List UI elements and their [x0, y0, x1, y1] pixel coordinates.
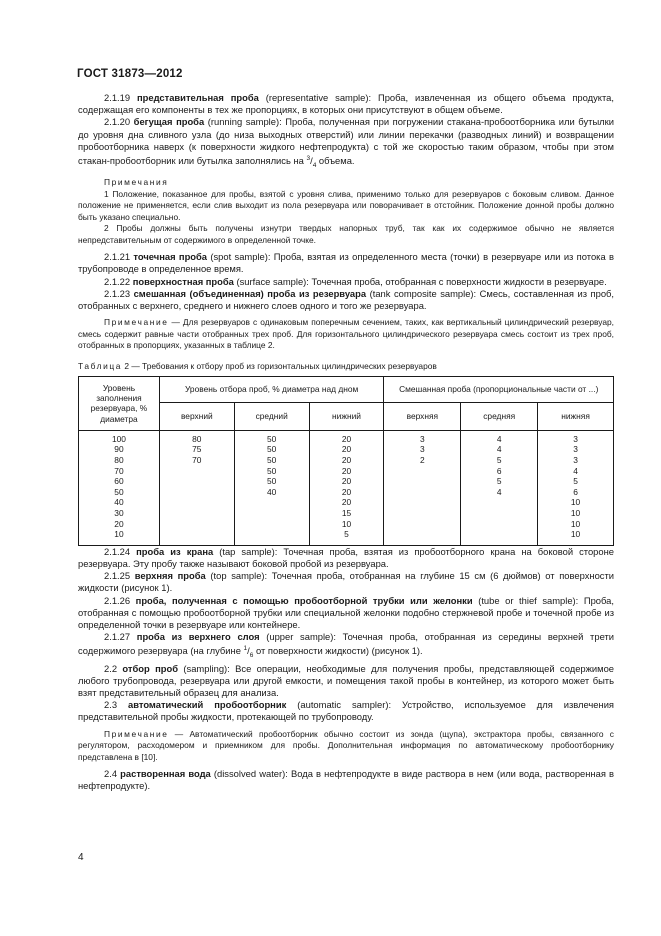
- definition-text-end: объема.: [316, 155, 355, 167]
- definition-text: (tank composite sample): Смесь, составленная из проб, отобранных с верхнего, среднего и нижнего слоев одного и того же резервуара.: [78, 287, 615, 312]
- note-heading: Примечание: [104, 728, 169, 739]
- definition-text: (dissolved water): Вода в нефтепродукте в виде раствора в нем (или вода, растворенная в нефтепродукте).: [78, 768, 614, 792]
- fraction-numerator: 1: [243, 645, 248, 653]
- definition-text: (surface sample): Точечная проба, отобранная с поверхности жидкости в резервуаре.: [233, 275, 607, 287]
- table-cell-middle: 50 50 50 50 50 40: [234, 430, 309, 545]
- table-caption-text: 2 — Требования к отбору проб из горизонтальных цилиндрических резервуаров: [122, 360, 437, 371]
- table-cell-middle-part: 4 4 5 6 5 4: [461, 430, 538, 545]
- definition-2-1-27: 2.1.27 проба из верхнего слоя (upper sample): Точечная проба, отобранная из середины верхней трети содержимого резервуара (на глубине $^1/_6$ от поверхности жидкости) (рисунок 1).: [78, 631, 615, 660]
- table-cell-upper: 80 75 70: [159, 430, 234, 545]
- definition-text: (spot sample): Проба, взятая из определенного места (точки) в резервуаре или из потока в трубопроводе в определенное время.: [78, 251, 614, 275]
- definition-text: (top sample): Точечная проба, отобранная на глубине 15 см (6 дюймов) от поверхности жидкости (рисунок 1).: [78, 570, 615, 594]
- fraction-denominator: 6: [249, 652, 254, 660]
- term: верхняя проба: [134, 570, 206, 582]
- definition-2-1-25: [78, 570, 614, 594]
- definition-2-4: [78, 768, 614, 792]
- term: автоматический пробоотборник: [128, 699, 287, 711]
- definition-2-3: [78, 699, 614, 723]
- note-automatic-sampler: [78, 729, 614, 764]
- clause-number: 2.1.21: [104, 251, 131, 263]
- table-cell-lower: 20 20 20 20 20 20 20 15 10 5: [309, 430, 384, 545]
- definition-text: (representative sample): Проба, извлеченная из общего объема продукта, содержащая его компоненты в тех же пропорциях, в которых они присутствуют в общем объеме.: [78, 92, 614, 116]
- definition-2-1-24: [78, 546, 614, 570]
- note-heading: Примечание: [104, 317, 169, 328]
- table-cell-fill-levels: 100 90 80 70 60 50 40 30 20 10: [79, 430, 160, 545]
- header-fill-level: Уровень заполнения резервуара, % диаметра: [79, 376, 160, 430]
- page-number: 4: [78, 852, 84, 863]
- definition-text: (upper sample): Точечная проба, отобранная из середины верхней трети содержимого резервуара (на глубине: [78, 631, 615, 657]
- definition-2-1-26: [78, 595, 614, 632]
- clause-number: 2.3: [104, 699, 118, 711]
- clause-number: 2.1.26: [104, 594, 131, 606]
- definition-text: (tap sample): Точечная проба, взятая из пробоотборного крана на боковой стороне резервуара. Эту пробу также называют боковой пробой из резервуара.: [78, 545, 615, 569]
- clause-number: 2.1.24: [104, 545, 131, 557]
- term: представительная проба: [136, 92, 259, 103]
- definition-text-end: от поверхности жидкости) (рисунок 1).: [253, 645, 423, 657]
- document-header: ГОСТ 31873—2012: [77, 68, 183, 80]
- term: отбор проб: [122, 662, 179, 674]
- table-cell-lower-part: 3 3 3 4 5 6 10 10 10 10: [538, 430, 614, 545]
- header-middle: средний: [234, 402, 309, 430]
- note-table-reference: [78, 317, 614, 352]
- note-text: — Для резервуаров с одинаковым поперечным сечением, таких, как вертикальный цилиндрический резервуар, смесь содержит равные части отобранных трех проб. Для горизонтального цилиндрического резервуара смесь состоит из трех проб, отобранных в пропорциях, указанных в таблице 2.: [78, 317, 614, 351]
- clause-number: 2.1.22: [104, 275, 131, 287]
- note-1: 1 Положение, показанное для пробы, взятой с уровня слива, применимо только для резервуаров с боковым сливом. Данное положение не применяется, если слив выходит из пола резервуара или поворачивает в отстойник. Положение донной пробы должно быть указано специально.: [78, 188, 614, 222]
- definition-2-1-23: [78, 288, 614, 312]
- term: проба, полученная с помощью пробоотборной трубки или желонки: [135, 594, 473, 606]
- definition-text: (sampling): Все операции, необходимые для получения пробы, представляющей содержимое любого трубопровода, резервуара или другой емкости, и помещения такой пробы в контейнер, из которого может быть взят представительный образец для анализа.: [78, 662, 615, 698]
- definition-2-1-21: [78, 251, 614, 275]
- table-caption-label: Таблица: [78, 360, 123, 371]
- fraction-denominator: 4: [312, 162, 317, 170]
- notes-heading: Примечания: [104, 177, 169, 188]
- term: проба из крана: [136, 545, 214, 557]
- term: растворенная вода: [120, 768, 211, 780]
- header-middle-part: средняя: [461, 402, 538, 430]
- definition-text: (running sample): Проба, полученная при погружении стакана-пробоотборника или бутылки до уровня дна сливного узла (до низа выходных отверстий) или линии перекачки (разводных линий) и возвращении пробоотборника наверх (к поверхности жидкого нефтепродукта) с той же скоростью таким образом, чтобы при этом стакан-пробоотборник или бутылка заполнялись на: [78, 116, 614, 167]
- term: поверхностная проба: [132, 275, 234, 287]
- definition-text: (tube or thief sample): Проба, отобранная с помощью пробоотборной трубки или специальной желонки подобно стержневой пробе и точечной пробе из определенной точки в резервуаре или контейнере.: [78, 594, 614, 630]
- definition-2-2: [78, 663, 614, 700]
- table-cell-upper-part: 3 3 2: [384, 430, 461, 545]
- header-lower: нижний: [309, 402, 384, 430]
- table-caption: [78, 360, 614, 372]
- clause-number: 2.1.19: [104, 92, 131, 103]
- definition-2-1-19: [78, 92, 614, 116]
- definition-text: (automatic sampler): Устройство, используемое для извлечения представительной пробы жидкости, протекающей по трубопроводу.: [78, 699, 615, 723]
- header-upper-part: верхняя: [384, 402, 461, 430]
- clause-number: 2.2: [104, 662, 118, 674]
- fraction-numerator: 3: [306, 155, 311, 163]
- header-lower-part: нижняя: [538, 402, 614, 430]
- header-composite-group: Смешанная проба (пропорциональные части от ...): [384, 376, 614, 402]
- note-2: 2 Пробы должны быть получены изнутри твердых напорных труб, так как их содержимое обычно не является непредставительным от содержимого в определенной точке.: [78, 223, 614, 245]
- clause-number: 2.1.23: [104, 287, 131, 299]
- sampling-requirements-table: [78, 376, 614, 546]
- document-body: [78, 92, 614, 793]
- header-upper: верхний: [159, 402, 234, 430]
- clause-number: 2.4: [104, 768, 118, 780]
- clause-number: 2.1.27: [104, 631, 131, 643]
- term: точечная проба: [133, 251, 208, 263]
- term: смешанная (объединенная) проба из резервуара: [133, 287, 367, 299]
- note-text: — Автоматический пробоотборник обычно состоит из зонда (щупа), экстрактора пробы, связанного с регулятором, расходомером и приемником для пробы. Дополнительная информация по автоматическому пробоотборнику представлена в [10].: [78, 728, 614, 762]
- clause-number: 2.1.20: [104, 116, 131, 128]
- definition-2-1-20: 2.1.20 бегущая проба (running sample): Проба, полученная при погружении стакана-пробоотборника или бутылки до уровня дна сливного узла (до низа выходных отверстий) или линии перекачки (разводных линий) и возвращении пробоотборника наверх (к поверхности жидкого нефтепродукта) с той же скоростью таким образом, чтобы при этом стакан-пробоотборник или бутылка заполнялись на $^3/_4$ объема.: [78, 116, 614, 170]
- definition-2-1-22: [78, 276, 614, 288]
- clause-number: 2.1.25: [104, 570, 131, 582]
- term: бегущая проба: [133, 116, 205, 128]
- header-sampling-level-group: Уровень отбора проб, % диаметра над дном: [159, 376, 384, 402]
- term: проба из верхнего слоя: [136, 631, 260, 643]
